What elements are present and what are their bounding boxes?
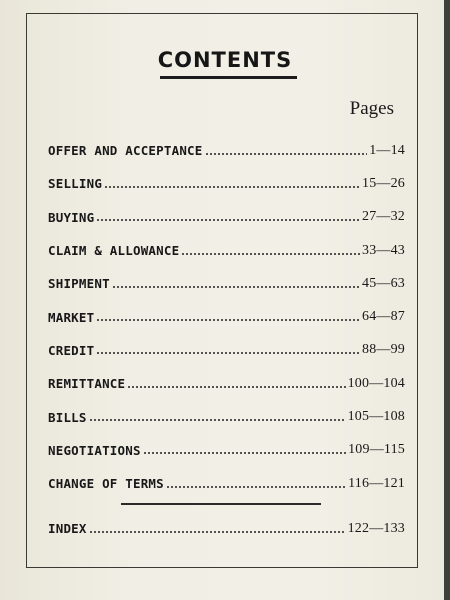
toc-entry-title: CREDIT (48, 342, 95, 358)
toc-entry-pages: 15—26 (362, 175, 405, 191)
toc-entry-pages: 64—87 (362, 309, 405, 325)
toc-entry-title: CHANGE OF TERMS (48, 476, 164, 492)
pages-column-heading: Pages (349, 98, 394, 119)
toc-index-row (48, 512, 405, 545)
dot-leader (104, 185, 360, 189)
toc-entry-index (48, 512, 405, 545)
toc-entry-pages: 45—63 (362, 275, 405, 291)
toc-entry-pages: 88—99 (362, 342, 405, 358)
dot-leader (166, 485, 346, 489)
toc-entry-title: BUYING (48, 209, 95, 225)
page-title: CONTENTS (157, 48, 293, 72)
toc-entry-pages: 122—133 (347, 520, 405, 536)
dot-leader (127, 385, 345, 389)
dot-leader (205, 152, 368, 156)
toc-entry-title: SHIPMENT (48, 276, 110, 292)
toc-entry-change-of-terms (48, 467, 405, 500)
toc-entry-title: CLAIM & ALLOWANCE (48, 243, 180, 259)
toc-entry-pages: 116—121 (348, 475, 405, 491)
toc-entry-title: REMITTANCE (48, 376, 126, 392)
toc-entry-market (48, 300, 405, 333)
dot-leader (112, 285, 360, 289)
toc-entry-pages: 1—14 (369, 142, 405, 158)
toc-entry-bills (48, 400, 405, 433)
dot-leader (181, 252, 360, 256)
book-spine-shadow (444, 0, 450, 600)
dot-leader (96, 218, 360, 222)
toc-entry-remittance (48, 367, 405, 400)
toc-entry-credit (48, 334, 405, 367)
toc-entry-pages: 33—43 (362, 242, 405, 258)
title-underline (160, 76, 297, 79)
toc-entry-pages: 100—104 (347, 375, 405, 391)
toc-entry-buying (48, 201, 405, 234)
toc-entry-pages: 27—32 (362, 209, 405, 225)
dot-leader (96, 351, 360, 355)
toc-entry-title: NEGOTIATIONS (48, 442, 141, 458)
dot-leader (96, 318, 360, 322)
toc-list (48, 134, 405, 500)
section-divider (121, 503, 321, 505)
toc-entry-title: MARKET (48, 309, 95, 325)
dot-leader (89, 530, 346, 534)
toc-entry-pages: 105—108 (347, 409, 405, 425)
toc-entry-title: INDEX (48, 521, 87, 537)
toc-entry-title: SELLING (48, 176, 103, 192)
dot-leader (143, 451, 346, 455)
toc-entry-claim-allowance (48, 234, 405, 267)
toc-entry-selling (48, 167, 405, 200)
toc-entry-title: BILLS (48, 409, 87, 425)
toc-entry-shipment (48, 267, 405, 300)
toc-entry-title: OFFER AND ACCEPTANCE (48, 143, 203, 159)
toc-entry-offer-and-acceptance (48, 134, 405, 167)
toc-entry-pages: 109—115 (348, 442, 405, 458)
toc-entry-negotiations (48, 434, 405, 467)
dot-leader (89, 418, 346, 422)
